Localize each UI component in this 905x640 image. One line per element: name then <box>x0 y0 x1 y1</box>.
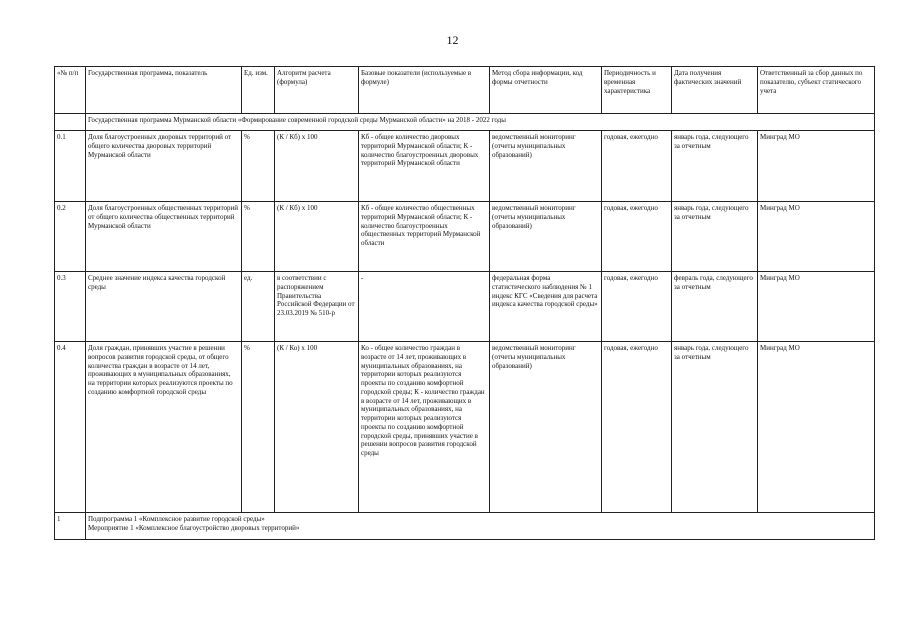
indicators-table <box>54 66 875 540</box>
header-unit: Ед. изм. <box>242 67 275 114</box>
row-name: Доля благоустроенных общественных территорий от общего количества общественных территорий Мурманской области <box>86 202 242 272</box>
row-period: годовая, ежегодно <box>602 131 672 202</box>
row-base: Кб - общее количество общественных территорий Мурманской области; К - количество благоустроенных общественных территорий Мурманской области <box>359 202 490 272</box>
row-date: январь года, следующего за отчетным <box>672 202 758 272</box>
header-algorithm: Алгоритм расчета (формула) <box>275 67 359 114</box>
row-method: ведомственный мониторинг (отчеты муниципальных образований) <box>490 202 602 272</box>
row-base: Ко - общее количество граждан в возрасте от 14 лет, проживающих в муниципальных образованиях, на территории которых реализуются проекты по созданию комфортной городской среды; К - количество граждан в возрасте от 14 лет, проживающих в муниципальных образованиях, на территории которых реализуются проекты по созданию комфортной городской среды, принявших участие в решении вопросов развития городской среды <box>359 342 490 513</box>
row-unit: % <box>242 202 275 272</box>
row-responsible: Минград МО <box>758 342 875 513</box>
row-method: ведомственный мониторинг (отчеты муниципальных образований) <box>490 342 602 513</box>
header-responsible: Ответственный за сбор данных по показателю, субъект статического учета <box>758 67 875 114</box>
activity-title: Мероприятие 1 «Комплексное благоустройство дворовых территорий» <box>88 523 300 532</box>
row-date: январь года, следующего за отчетным <box>672 131 758 202</box>
row-method: ведомственный мониторинг (отчеты муниципальных образований) <box>490 131 602 202</box>
table-row <box>55 342 875 513</box>
row-num: 0.2 <box>55 202 86 272</box>
row-date: январь года, следующего за отчетным <box>672 342 758 513</box>
row-num: 0.3 <box>55 272 86 342</box>
header-base: Базовые показатели (используемые в формуле) <box>359 67 490 114</box>
subprogram-title: Подпрограмма 1 «Комплексное развитие городской среды» <box>88 515 265 523</box>
header-num: «№ п/п <box>55 67 86 114</box>
table-row <box>55 131 875 202</box>
table-row <box>55 202 875 272</box>
row-algorithm: (К / Кб) х 100 <box>275 131 359 202</box>
page-number: 12 <box>446 33 459 47</box>
program-title-empty <box>55 114 86 131</box>
row-name: Доля благоустроенных дворовых территорий от общего количества дворовых территорий Мурманской области <box>86 131 242 202</box>
row-responsible: Минград МО <box>758 202 875 272</box>
row-responsible: Минград МО <box>758 131 875 202</box>
row-date: февраль года, следующего за отчетным <box>672 272 758 342</box>
row-algorithm: в соответствии с распоряжением Правительства Российской Федерации от 23.03.2019 № 510-р <box>275 272 359 342</box>
table-row <box>55 272 875 342</box>
row-unit: % <box>242 131 275 202</box>
subprogram-row <box>55 513 875 540</box>
row-algorithm: (К / Ко) х 100 <box>275 342 359 513</box>
header-program: Государственная программа, показатель <box>86 67 242 114</box>
row-algorithm: (К / Кб) х 100 <box>275 202 359 272</box>
program-title-row <box>55 114 875 131</box>
row-period: годовая, ежегодно <box>602 202 672 272</box>
header-period: Периодичность и временная характеристика <box>602 67 672 114</box>
row-period: годовая, ежегодно <box>602 272 672 342</box>
row-name: Среднее значение индекса качества городской среды <box>86 272 242 342</box>
row-base: - <box>359 272 490 342</box>
row-unit: % <box>242 342 275 513</box>
row-method: федеральная форма статистического наблюдения № 1 индекс КГС «Сведения для расчета индекса качества городской среды» <box>490 272 602 342</box>
subprogram-text <box>86 513 875 540</box>
row-num: 0.4 <box>55 342 86 513</box>
row-num: 0.1 <box>55 131 86 202</box>
row-period: годовая, ежегодно <box>602 342 672 513</box>
table-header-row <box>55 67 875 114</box>
program-title: Государственная программа Мурманской области «Формирование современной городской среды Мурманской области» на 2018 - 2022 годы <box>86 114 875 131</box>
row-unit: ед. <box>242 272 275 342</box>
row-base: Кб - общее количество дворовых территорий Мурманской области; К - количество благоустроенных дворовых территорий Мурманской области <box>359 131 490 202</box>
header-method: Метод сбора информации, код формы отчетности <box>490 67 602 114</box>
row-responsible: Минград МО <box>758 272 875 342</box>
row-name: Доля граждан, принявших участие в решении вопросов развития городской среды, от общего количества граждан в возрасте от 14 лет, проживающих в муниципальных образованиях, на территории которых реализуются проекты по созданию комфортной городской среды <box>86 342 242 513</box>
subprogram-num: 1 <box>55 513 86 540</box>
header-date: Дата получения фактических значений <box>672 67 758 114</box>
